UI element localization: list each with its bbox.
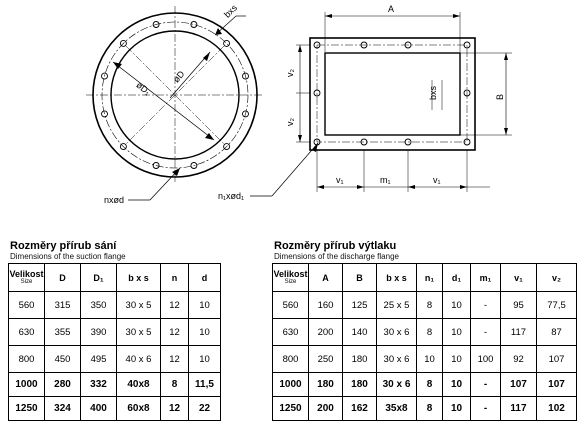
- column-header: [417, 264, 443, 292]
- suction-table-title: Rozměry přírub sání: [10, 240, 117, 252]
- column-header-label: D₁: [93, 272, 104, 283]
- label-bxs-discharge: bxs: [428, 85, 438, 100]
- discharge-flange-table: [272, 263, 577, 421]
- table-cell: 350: [81, 292, 117, 319]
- table-cell: 125: [343, 292, 377, 319]
- table-cell: 10: [443, 346, 471, 373]
- table-cell: 280: [45, 373, 81, 397]
- column-header: [161, 264, 189, 292]
- column-header: [343, 264, 377, 292]
- column-header-label: m₁: [479, 272, 492, 283]
- bolt-hole: [224, 40, 230, 46]
- table-cell: 180: [309, 373, 343, 397]
- table-cell: 8: [417, 397, 443, 421]
- table-cell: 35x8: [377, 397, 417, 421]
- column-header-label: v₂: [551, 272, 561, 283]
- column-header: [9, 264, 45, 292]
- label-v2-bottom: v₂: [285, 118, 295, 126]
- table-cell: 40x8: [117, 373, 161, 397]
- table-cell: 1250: [9, 397, 45, 421]
- label-v2-top: v₂: [285, 69, 295, 77]
- column-header: [537, 264, 577, 292]
- table-cell: 10: [417, 346, 443, 373]
- table-row: [273, 346, 577, 373]
- table-cell: 117: [501, 397, 537, 421]
- table-row: [9, 346, 221, 373]
- table-cell: 560: [9, 292, 45, 319]
- column-header: [273, 264, 309, 292]
- column-header-label: n: [171, 272, 178, 283]
- bolt-hole: [191, 22, 197, 28]
- table-cell: 8: [161, 373, 189, 397]
- column-header-label: b x s: [386, 272, 407, 283]
- table-cell: -: [471, 373, 501, 397]
- suction-flange-table: [8, 263, 221, 421]
- bolt-hole: [102, 111, 108, 117]
- label-v1-right: v₁: [433, 175, 441, 185]
- table-cell: 630: [9, 319, 45, 346]
- table-cell: 10: [443, 397, 471, 421]
- column-header: [471, 264, 501, 292]
- column-header-label: d₁: [451, 272, 462, 283]
- table-cell: 200: [309, 319, 343, 346]
- table-cell: 8: [417, 319, 443, 346]
- table-cell: 92: [501, 346, 537, 373]
- table-row: [273, 397, 577, 421]
- suction-table-subtitle: Dimensions of the suction flange: [10, 252, 126, 261]
- table-cell: 332: [81, 373, 117, 397]
- discharge-table-subtitle: Dimensions of the discharge flange: [274, 252, 399, 261]
- table-cell: 180: [343, 373, 377, 397]
- column-header-label: v₁: [514, 272, 523, 283]
- table-row: [9, 397, 221, 421]
- table-cell: 400: [81, 397, 117, 421]
- column-header-label: Velikost: [9, 269, 44, 279]
- table-cell: 107: [501, 373, 537, 397]
- column-header-label: B: [356, 272, 363, 283]
- column-header-sublabel: Size: [284, 279, 297, 285]
- table-cell: 450: [45, 346, 81, 373]
- column-header-label: D: [59, 272, 66, 283]
- table-cell: 390: [81, 319, 117, 346]
- table-cell: 140: [343, 319, 377, 346]
- table-cell: 117: [501, 319, 537, 346]
- column-header: [189, 264, 221, 292]
- column-header: [45, 264, 81, 292]
- discharge-table-title: Rozměry přírub výtlaku: [274, 240, 397, 252]
- label-nxd: nxød: [104, 195, 125, 205]
- table-cell: 30 x 5: [117, 319, 161, 346]
- table-cell: 77,5: [537, 292, 577, 319]
- table-cell: 180: [343, 346, 377, 373]
- label-bxs-suction: bxs: [222, 2, 240, 20]
- table-cell: 30 x 6: [377, 319, 417, 346]
- table-cell: -: [471, 397, 501, 421]
- table-row: [9, 319, 221, 346]
- table-cell: 12: [161, 346, 189, 373]
- label-v1-left: v₁: [336, 175, 344, 185]
- table-cell: 60x8: [117, 397, 161, 421]
- table-cell: -: [471, 319, 501, 346]
- column-header-label: b x s: [128, 272, 149, 283]
- table-cell: 315: [45, 292, 81, 319]
- column-header: [501, 264, 537, 292]
- table-cell: -: [471, 292, 501, 319]
- table-cell: 30 x 5: [117, 292, 161, 319]
- table-cell: 10: [189, 346, 221, 373]
- label-n1xd1: n₁xød₁: [218, 191, 245, 201]
- table-cell: 12: [161, 319, 189, 346]
- table-cell: 87: [537, 319, 577, 346]
- table-cell: 25 x 5: [377, 292, 417, 319]
- column-header: [377, 264, 417, 292]
- table-cell: 160: [309, 292, 343, 319]
- table-row: [273, 292, 577, 319]
- column-header-label: A: [322, 272, 329, 283]
- table-cell: 1000: [273, 373, 309, 397]
- table-cell: 40 x 6: [117, 346, 161, 373]
- table-cell: 22: [189, 397, 221, 421]
- table-cell: 30 x 6: [377, 346, 417, 373]
- table-cell: 324: [45, 397, 81, 421]
- label-dim-b: B: [495, 93, 505, 100]
- table-cell: 630: [273, 319, 309, 346]
- column-header: [309, 264, 343, 292]
- table-cell: 10: [443, 373, 471, 397]
- column-header-label: d: [201, 272, 208, 283]
- discharge-flange-view: [250, 12, 512, 196]
- discharge-arrows: [298, 14, 508, 189]
- table-cell: 10: [443, 319, 471, 346]
- table-cell: 11,5: [189, 373, 221, 397]
- table-cell: 495: [81, 346, 117, 373]
- column-header: [81, 264, 117, 292]
- table-cell: 355: [45, 319, 81, 346]
- label-dim-a: A: [388, 4, 395, 14]
- table-cell: 800: [9, 346, 45, 373]
- label-dia-d: øD: [171, 68, 187, 85]
- table-cell: 250: [309, 346, 343, 373]
- table-cell: 200: [309, 397, 343, 421]
- table-cell: 12: [161, 292, 189, 319]
- table-cell: 10: [189, 319, 221, 346]
- table-cell: 10: [443, 292, 471, 319]
- table-cell: 107: [537, 373, 577, 397]
- column-header-sublabel: Size: [20, 279, 33, 285]
- table-cell: 8: [417, 373, 443, 397]
- table-cell: 1000: [9, 373, 45, 397]
- table-row: [273, 373, 577, 397]
- label-m1: m₁: [380, 175, 391, 185]
- table-cell: 12: [161, 397, 189, 421]
- table-cell: 107: [537, 346, 577, 373]
- table-row: [9, 373, 221, 397]
- table-row: [9, 292, 221, 319]
- table-cell: 10: [189, 292, 221, 319]
- table-row: [273, 319, 577, 346]
- column-header-label: Velikost: [273, 269, 308, 279]
- table-cell: 102: [537, 397, 577, 421]
- table-cell: 30 x 6: [377, 373, 417, 397]
- column-header: [443, 264, 471, 292]
- table-cell: 560: [273, 292, 309, 319]
- column-header-label: n₁: [424, 272, 435, 283]
- table-cell: 95: [501, 292, 537, 319]
- table-cell: 8: [417, 292, 443, 319]
- label-dia-d1: øD₁: [134, 79, 153, 97]
- column-header: [117, 264, 161, 292]
- table-cell: 1250: [273, 397, 309, 421]
- table-cell: 162: [343, 397, 377, 421]
- table-cell: 100: [471, 346, 501, 373]
- table-cell: 800: [273, 346, 309, 373]
